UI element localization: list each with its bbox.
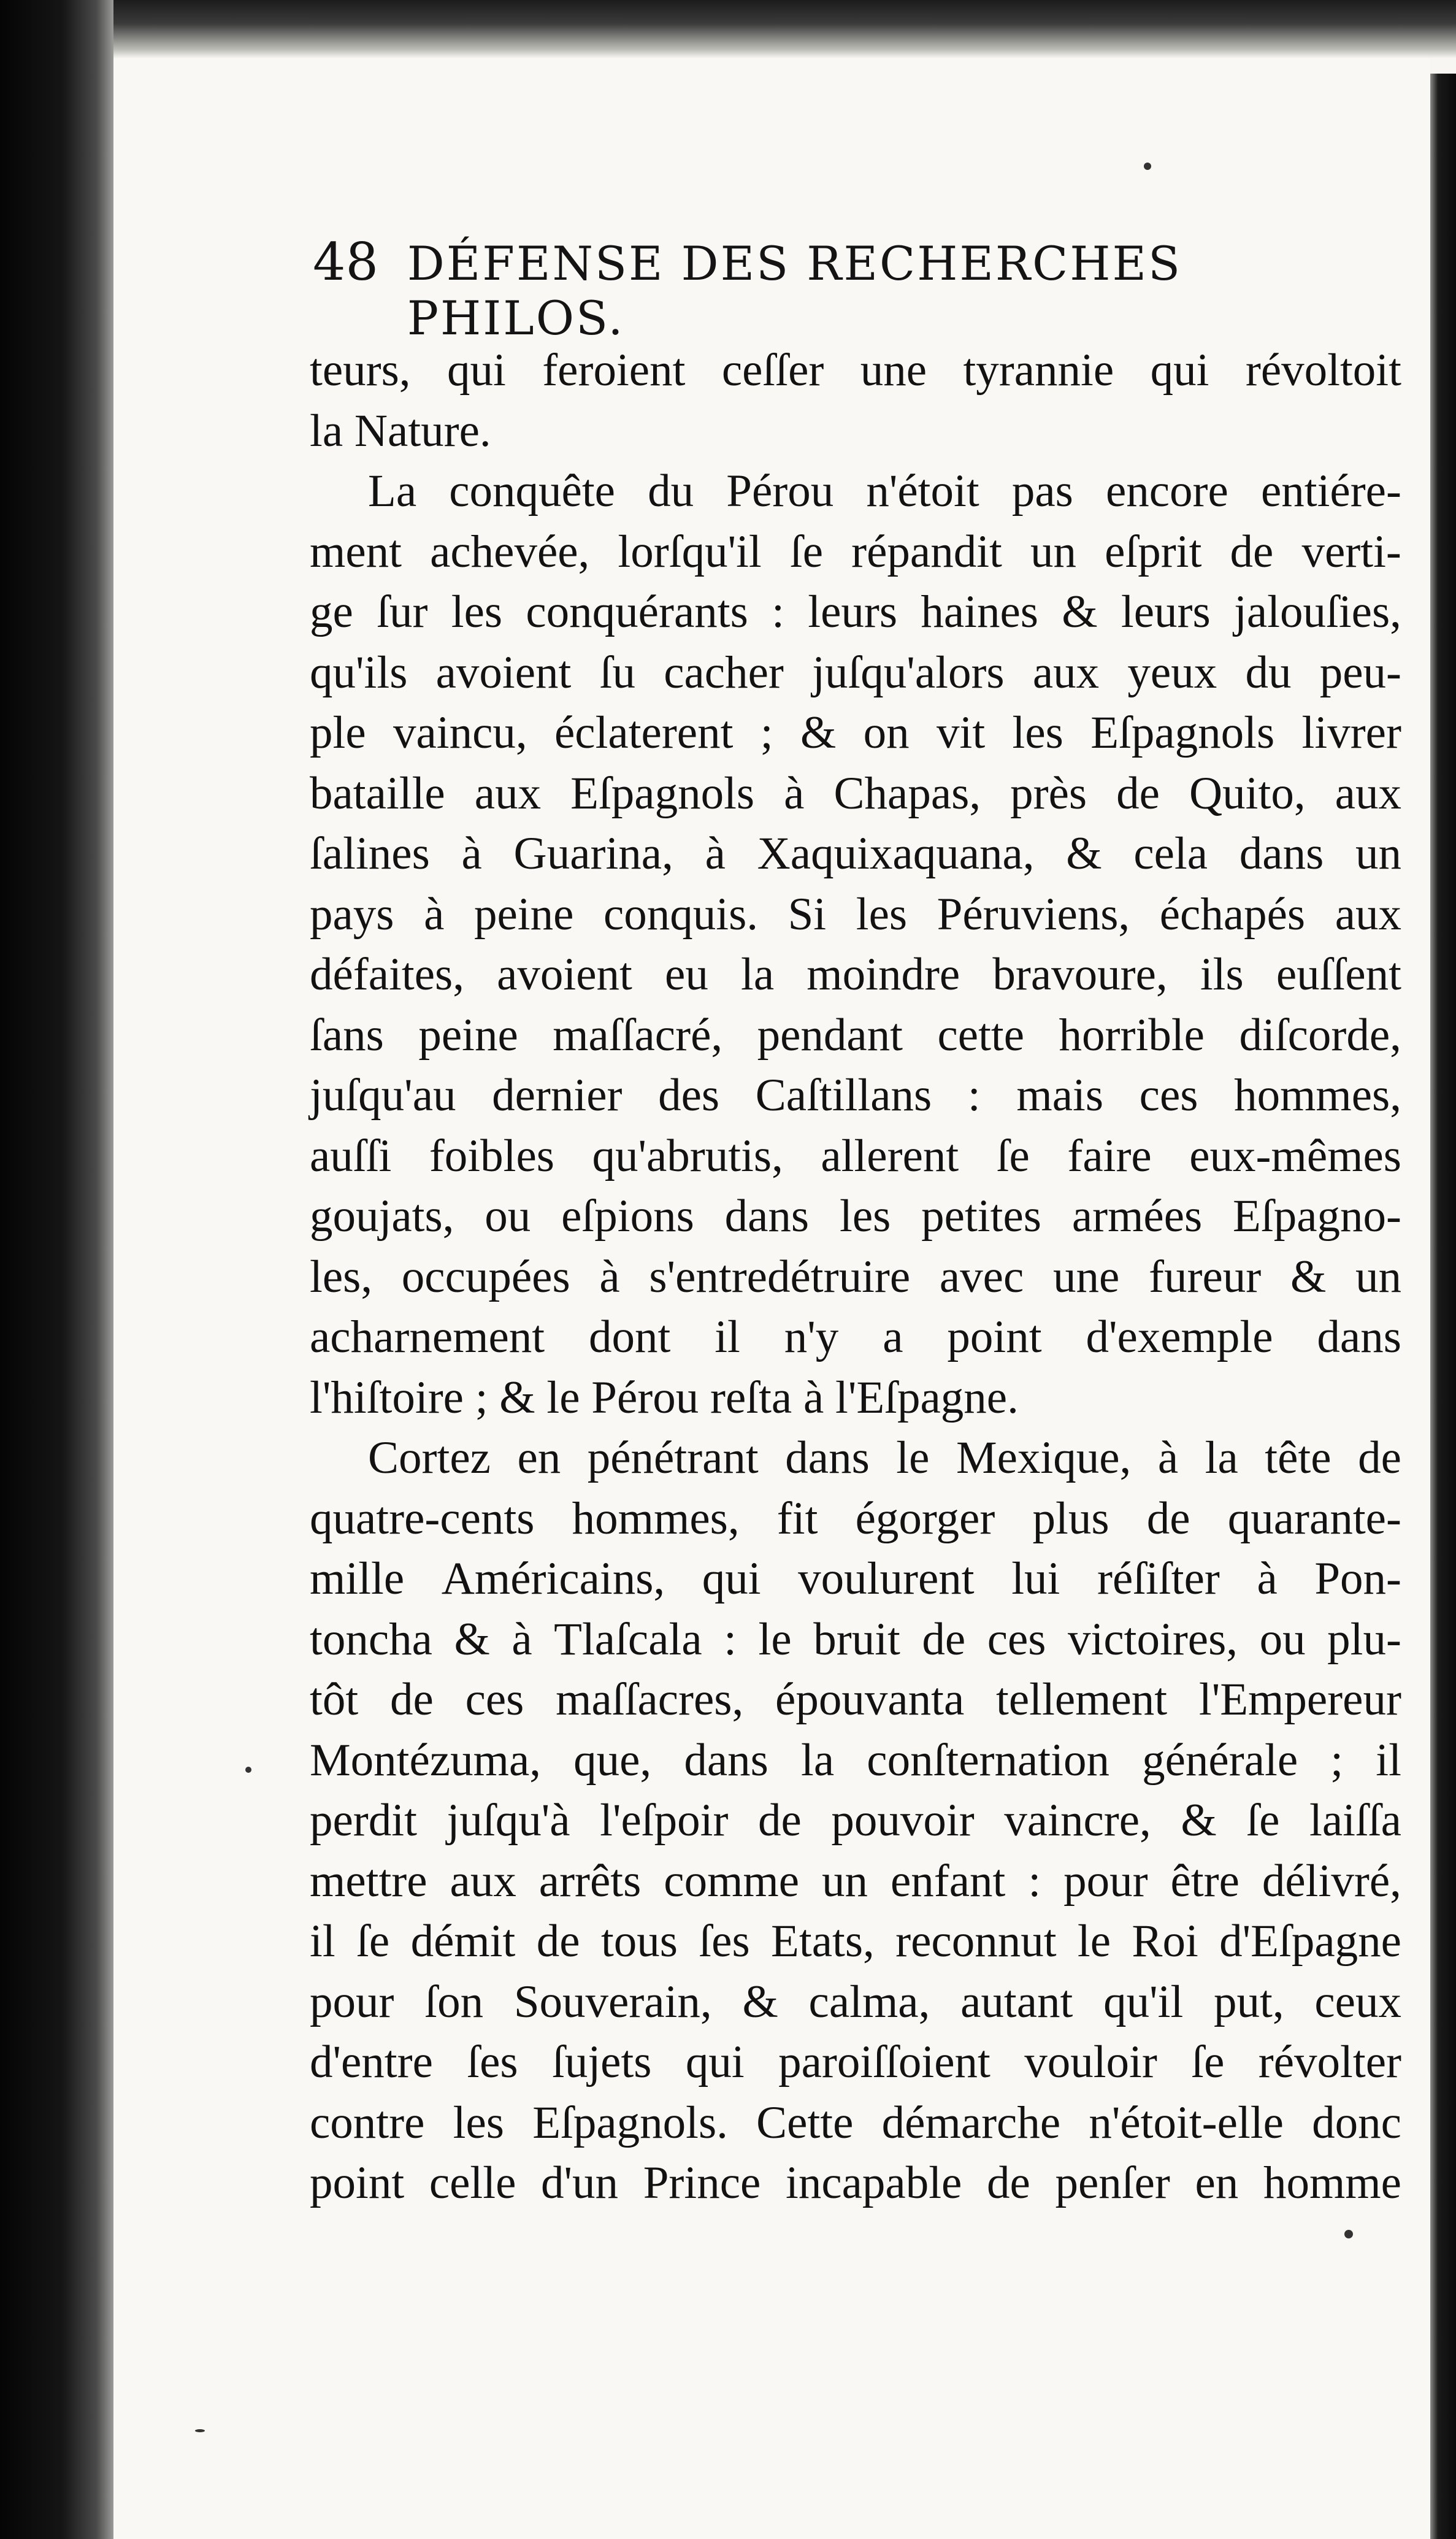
word: & xyxy=(1066,828,1102,879)
word: répandit xyxy=(851,526,1002,577)
word: ſe xyxy=(789,526,824,577)
text-line xyxy=(310,1428,1401,1489)
word: vaincre, xyxy=(1004,1795,1151,1846)
word: juſqu'au xyxy=(310,1070,456,1121)
word: Pon- xyxy=(1314,1553,1401,1604)
word: ſe xyxy=(996,1130,1030,1181)
ink-speck xyxy=(1344,2230,1353,2238)
word: plus xyxy=(1032,1492,1109,1544)
word: ou xyxy=(485,1191,531,1242)
word: point xyxy=(310,2157,405,2208)
word: Chapas, xyxy=(833,767,981,819)
word: achevée, xyxy=(430,526,590,577)
text-line xyxy=(310,1730,1401,1791)
word: ces xyxy=(987,1613,1046,1665)
word: peine xyxy=(418,1009,518,1061)
word: cacher xyxy=(664,647,784,698)
word: ou xyxy=(1259,1613,1306,1665)
word: un xyxy=(822,1855,868,1907)
word: tôt xyxy=(310,1674,359,1725)
word: auſſi xyxy=(310,1130,392,1181)
word: pas xyxy=(1011,466,1073,517)
word: délivré, xyxy=(1262,1855,1401,1907)
word: pour xyxy=(310,1976,394,2027)
word: vit xyxy=(937,707,986,758)
word: n'y xyxy=(784,1312,839,1362)
word: teurs, xyxy=(310,345,411,396)
word: peu- xyxy=(1319,647,1401,698)
word: : xyxy=(724,1613,737,1665)
word: à xyxy=(461,828,482,879)
word: a xyxy=(883,1312,903,1362)
word: de xyxy=(389,1674,434,1725)
word: être xyxy=(1170,1855,1240,1907)
word: les xyxy=(451,586,503,637)
word: les xyxy=(856,888,908,940)
word: dans xyxy=(684,1734,768,1786)
word: ces xyxy=(1139,1070,1198,1121)
word: point xyxy=(947,1312,1042,1362)
word: de xyxy=(536,1916,580,1967)
word: Pérou xyxy=(726,466,834,517)
word: victoires, xyxy=(1068,1613,1238,1665)
word: lorſqu'il xyxy=(618,526,762,577)
word: Etats, xyxy=(771,1916,875,1967)
word: dans xyxy=(724,1191,810,1242)
word: tête xyxy=(1265,1432,1331,1483)
word: qu'il xyxy=(1103,1976,1184,2027)
word: révolter xyxy=(1258,2037,1401,2088)
word: qu'ils xyxy=(310,647,408,698)
word: ſe xyxy=(356,1916,390,1967)
word: du xyxy=(1245,647,1292,698)
text-line xyxy=(310,824,1401,885)
word: Eſpagnols xyxy=(570,767,755,819)
text-line xyxy=(310,1610,1401,1670)
word: : xyxy=(967,1070,981,1121)
word: ils xyxy=(1200,949,1244,1000)
text-line xyxy=(310,1126,1401,1187)
word: haines xyxy=(921,586,1038,637)
word: ſans xyxy=(310,1009,384,1061)
word: qui xyxy=(702,1553,761,1604)
word: cela xyxy=(1133,828,1208,879)
word: ſur xyxy=(377,586,428,637)
text-line xyxy=(310,522,1401,583)
word: yeux xyxy=(1127,647,1217,698)
word: peine xyxy=(473,888,574,940)
word: mais xyxy=(1016,1070,1104,1121)
word: un xyxy=(1355,828,1401,879)
word: Roi xyxy=(1132,1916,1198,1967)
word: à xyxy=(705,828,726,879)
page-header xyxy=(313,232,1270,345)
word: conquérants xyxy=(526,586,748,637)
word: à xyxy=(424,888,445,940)
word: de xyxy=(1146,1492,1190,1544)
word: ſalines xyxy=(310,828,430,879)
word: de xyxy=(758,1795,802,1846)
ink-speck xyxy=(1144,163,1151,170)
word: tous xyxy=(600,1916,678,1967)
word: aux xyxy=(1335,767,1401,819)
ink-speck xyxy=(195,2429,205,2432)
word: le xyxy=(896,1432,930,1483)
word: tyrannie xyxy=(963,345,1114,396)
word: démit xyxy=(410,1916,516,1967)
word: pendant xyxy=(757,1009,903,1061)
word: n'étoit-elle xyxy=(1089,2097,1284,2148)
word: Prince xyxy=(643,2157,761,2208)
word: à xyxy=(512,1613,532,1665)
word: ſes xyxy=(467,2037,518,2088)
word: pénétrant xyxy=(587,1432,759,1483)
word: de xyxy=(922,1613,966,1665)
word: armées xyxy=(1071,1191,1203,1242)
word: plu- xyxy=(1327,1613,1401,1665)
word: conquis. xyxy=(603,888,759,940)
word: voulurent xyxy=(798,1553,975,1604)
word: petites xyxy=(921,1191,1041,1242)
word: aux xyxy=(1335,888,1401,940)
word: Xaquixaquana, xyxy=(757,828,1035,879)
word: n'étoit xyxy=(866,466,979,517)
word: goujats, xyxy=(310,1191,454,1242)
word: Mexique, xyxy=(956,1432,1132,1483)
word: la xyxy=(1205,1432,1238,1483)
word: ge xyxy=(310,586,353,637)
word: de xyxy=(1116,767,1160,819)
word: le xyxy=(1077,1916,1111,1967)
word: conquête xyxy=(449,466,615,517)
word: révoltoit xyxy=(1245,345,1401,396)
word: fureur xyxy=(1149,1251,1262,1302)
word: pouvoir xyxy=(831,1795,975,1846)
word: ment xyxy=(310,526,402,577)
word: Eſpagno- xyxy=(1233,1191,1401,1242)
word: l'Empereur xyxy=(1198,1674,1401,1725)
word: ſes xyxy=(699,1916,750,1967)
word: de xyxy=(986,2157,1030,2208)
word: pays xyxy=(310,888,394,940)
text-line xyxy=(310,1489,1401,1550)
word: avoient xyxy=(435,647,572,698)
word: ſe xyxy=(1191,2037,1225,2088)
word: le xyxy=(758,1613,792,1665)
word: livrer xyxy=(1301,707,1401,758)
word: une xyxy=(1052,1251,1120,1302)
word: jalouſies, xyxy=(1234,586,1401,637)
text-line xyxy=(310,1851,1401,1912)
word: put, xyxy=(1214,1976,1284,2027)
word: Guarina, xyxy=(513,828,673,879)
word: : xyxy=(772,586,784,637)
text-line xyxy=(310,1911,1401,1972)
word: égorger xyxy=(855,1492,995,1544)
word: de xyxy=(1358,1432,1401,1483)
word: allerent xyxy=(821,1130,959,1181)
word: & xyxy=(454,1613,490,1665)
text-line xyxy=(310,1307,1401,1368)
word: eſprit xyxy=(1105,526,1202,577)
word: ſujets xyxy=(551,2037,652,2088)
word: démarche xyxy=(881,2097,1061,2148)
word: avoient xyxy=(497,949,632,1000)
word: horrible xyxy=(1059,1009,1205,1061)
text-line xyxy=(310,1670,1401,1730)
word: ple xyxy=(310,707,366,758)
word: verti- xyxy=(1301,526,1401,577)
word: bravoure, xyxy=(992,949,1168,1000)
word: d'exemple xyxy=(1086,1312,1273,1362)
word: d'un xyxy=(541,2157,619,2208)
word: & xyxy=(742,1976,778,2027)
word: aux xyxy=(450,1855,516,1907)
text-line xyxy=(310,1791,1401,1851)
word: les xyxy=(1012,707,1063,758)
word: d'entre xyxy=(310,2037,433,2088)
word: eu xyxy=(665,949,708,1000)
word: juſqu'alors xyxy=(812,647,1005,698)
word: comme xyxy=(664,1855,800,1907)
word: Si xyxy=(787,888,827,940)
word: perdit xyxy=(310,1795,417,1846)
word: Eſpagnols xyxy=(1090,707,1275,758)
word: Tlaſcala xyxy=(554,1613,702,1665)
text-line xyxy=(310,885,1401,945)
text-line xyxy=(310,1066,1401,1126)
word: acharnement xyxy=(310,1312,545,1362)
page-number: 48 xyxy=(313,232,378,292)
word: il xyxy=(715,1312,740,1362)
word: dont xyxy=(588,1312,671,1362)
word: les xyxy=(839,1191,891,1242)
word: les, xyxy=(310,1251,373,1302)
word: fit xyxy=(776,1492,818,1544)
word: hommes, xyxy=(572,1492,740,1544)
word: qui xyxy=(446,345,506,396)
word: Américains, xyxy=(441,1553,665,1604)
word: leurs xyxy=(808,586,898,637)
word: ſon xyxy=(424,1976,484,2027)
word: mille xyxy=(310,1553,405,1604)
word: foibles xyxy=(429,1130,554,1181)
word: tellement xyxy=(996,1674,1168,1725)
word: incapable xyxy=(785,2157,962,2208)
text-line xyxy=(310,2032,1401,2093)
word: maſſacré, xyxy=(553,1009,723,1061)
word: à xyxy=(1157,1432,1179,1483)
text-line xyxy=(310,764,1401,824)
word: paroiſſoient xyxy=(778,2037,990,2088)
word: reconnut xyxy=(895,1916,1057,1967)
word: on xyxy=(863,707,910,758)
word: mettre xyxy=(310,1855,427,1907)
word: & xyxy=(1181,1795,1217,1846)
text-line: l'hiſtoire ; & le Pérou reſta à l'Eſpagne. xyxy=(310,1372,1019,1423)
word: faire xyxy=(1067,1130,1152,1181)
page-right-edge-shadow xyxy=(1430,74,1456,2539)
word: il xyxy=(310,1916,335,1967)
word: penſer xyxy=(1055,2157,1170,2208)
word: qui xyxy=(1150,345,1209,396)
word: qu'abrutis, xyxy=(592,1130,783,1181)
word: défaites, xyxy=(310,949,464,1000)
ink-speck xyxy=(245,1767,251,1773)
word: pour xyxy=(1063,1855,1148,1907)
word: des xyxy=(658,1070,720,1121)
word: Souverain, xyxy=(513,1976,712,2027)
word: La xyxy=(368,466,417,517)
word: autant xyxy=(960,1976,1073,2027)
word: ſu xyxy=(599,647,635,698)
text-line xyxy=(310,2153,1401,2214)
word: générale xyxy=(1142,1734,1298,1786)
word: enfant xyxy=(890,1855,1006,1907)
word: homme xyxy=(1263,2157,1401,2208)
word: celle xyxy=(429,2157,516,2208)
text-line xyxy=(310,340,1401,401)
text-line xyxy=(310,1549,1401,1610)
word: aux xyxy=(1032,647,1100,698)
word: Cortez xyxy=(368,1432,491,1483)
word: eſpions xyxy=(561,1191,694,1242)
text-line: la Nature. xyxy=(310,405,491,456)
word: Montézuma, xyxy=(310,1734,541,1786)
word: : xyxy=(1028,1855,1041,1907)
word: dans xyxy=(1317,1312,1401,1362)
word: à xyxy=(784,767,805,819)
word: réſiſter xyxy=(1097,1553,1220,1604)
word: dernier xyxy=(492,1070,623,1121)
text-line xyxy=(310,1005,1401,1066)
word: euſſent xyxy=(1276,949,1401,1000)
word: la xyxy=(740,949,775,1000)
word: Eſpagnols. xyxy=(532,2097,728,2148)
word: hommes, xyxy=(1234,1070,1401,1121)
word: en xyxy=(1195,2157,1239,2208)
word: près xyxy=(1010,767,1087,819)
word: donc xyxy=(1312,2097,1401,2148)
text-line xyxy=(310,2093,1401,2154)
word: contre xyxy=(310,2097,425,2148)
word: une xyxy=(860,345,927,396)
word: cette xyxy=(937,1009,1025,1061)
word: à xyxy=(599,1251,620,1302)
word: ces xyxy=(465,1674,524,1725)
word: feroient xyxy=(542,345,686,396)
page-top-shadow xyxy=(92,0,1456,58)
word: entiére- xyxy=(1260,466,1401,517)
word: & xyxy=(800,707,837,758)
word: calma, xyxy=(808,1976,930,2027)
word: arrêts xyxy=(538,1855,642,1907)
word: bataille xyxy=(310,767,445,819)
word: laiſſa xyxy=(1309,1795,1401,1846)
word: occupées xyxy=(401,1251,570,1302)
word: un xyxy=(1355,1251,1401,1302)
running-title: DÉFENSE DES RECHERCHES PHILOS. xyxy=(407,236,1182,345)
word: échapés xyxy=(1159,888,1306,940)
word: aux xyxy=(474,767,542,819)
word: de xyxy=(1230,526,1274,577)
word: ; xyxy=(760,707,773,758)
text-line xyxy=(310,1186,1401,1247)
word: moindre xyxy=(807,949,960,1000)
word: maſſacres, xyxy=(556,1674,744,1725)
page-left-binding-shadow xyxy=(0,0,113,2539)
text-line xyxy=(310,1247,1401,1308)
word: quatre-cents xyxy=(310,1492,535,1544)
word: s'entredétruire xyxy=(649,1251,911,1302)
word: Caſtillans xyxy=(755,1070,932,1121)
word: la xyxy=(800,1734,835,1786)
word: & xyxy=(1290,1251,1327,1302)
text-line xyxy=(310,461,1401,522)
text-line xyxy=(310,945,1401,1005)
word: les xyxy=(453,2097,504,2148)
word: ceſſer xyxy=(721,345,824,396)
word: épouvanta xyxy=(775,1674,965,1725)
word: l'eſpoir xyxy=(600,1795,729,1846)
word: ſe xyxy=(1246,1795,1280,1846)
word: dans xyxy=(785,1432,870,1483)
word: quarante- xyxy=(1227,1492,1401,1544)
word: encore xyxy=(1105,466,1228,517)
word: Quito, xyxy=(1189,767,1306,819)
word: à xyxy=(1257,1553,1278,1604)
word: vaincu, xyxy=(393,707,527,758)
word: ; xyxy=(1330,1734,1344,1786)
word: avec xyxy=(939,1251,1024,1302)
word: éclaterent xyxy=(554,707,734,758)
word: Péruviens, xyxy=(937,888,1130,940)
word: & xyxy=(1062,586,1098,637)
word: vouloir xyxy=(1024,2037,1157,2088)
word: du xyxy=(648,466,694,517)
word: d'Eſpagne xyxy=(1219,1916,1401,1967)
text-line xyxy=(310,643,1401,704)
word: ceux xyxy=(1314,1976,1401,2027)
word: que, xyxy=(573,1734,652,1786)
text-line xyxy=(310,582,1401,643)
word: diſcorde, xyxy=(1239,1009,1401,1061)
text-line xyxy=(310,703,1401,764)
word: toncha xyxy=(310,1613,432,1665)
word: en xyxy=(517,1432,561,1483)
word: juſqu'à xyxy=(446,1795,570,1846)
word: il xyxy=(1376,1734,1401,1786)
word: dans xyxy=(1239,828,1324,879)
word: Cette xyxy=(756,2097,854,2148)
word: eux-mêmes xyxy=(1189,1130,1401,1181)
text-line xyxy=(310,1972,1401,2033)
word: qui xyxy=(685,2037,745,2088)
word: bruit xyxy=(813,1613,900,1665)
body-text xyxy=(310,340,1401,2214)
word: un xyxy=(1030,526,1077,577)
word: conſternation xyxy=(867,1734,1109,1786)
word: lui xyxy=(1011,1553,1060,1604)
word: leurs xyxy=(1121,586,1211,637)
